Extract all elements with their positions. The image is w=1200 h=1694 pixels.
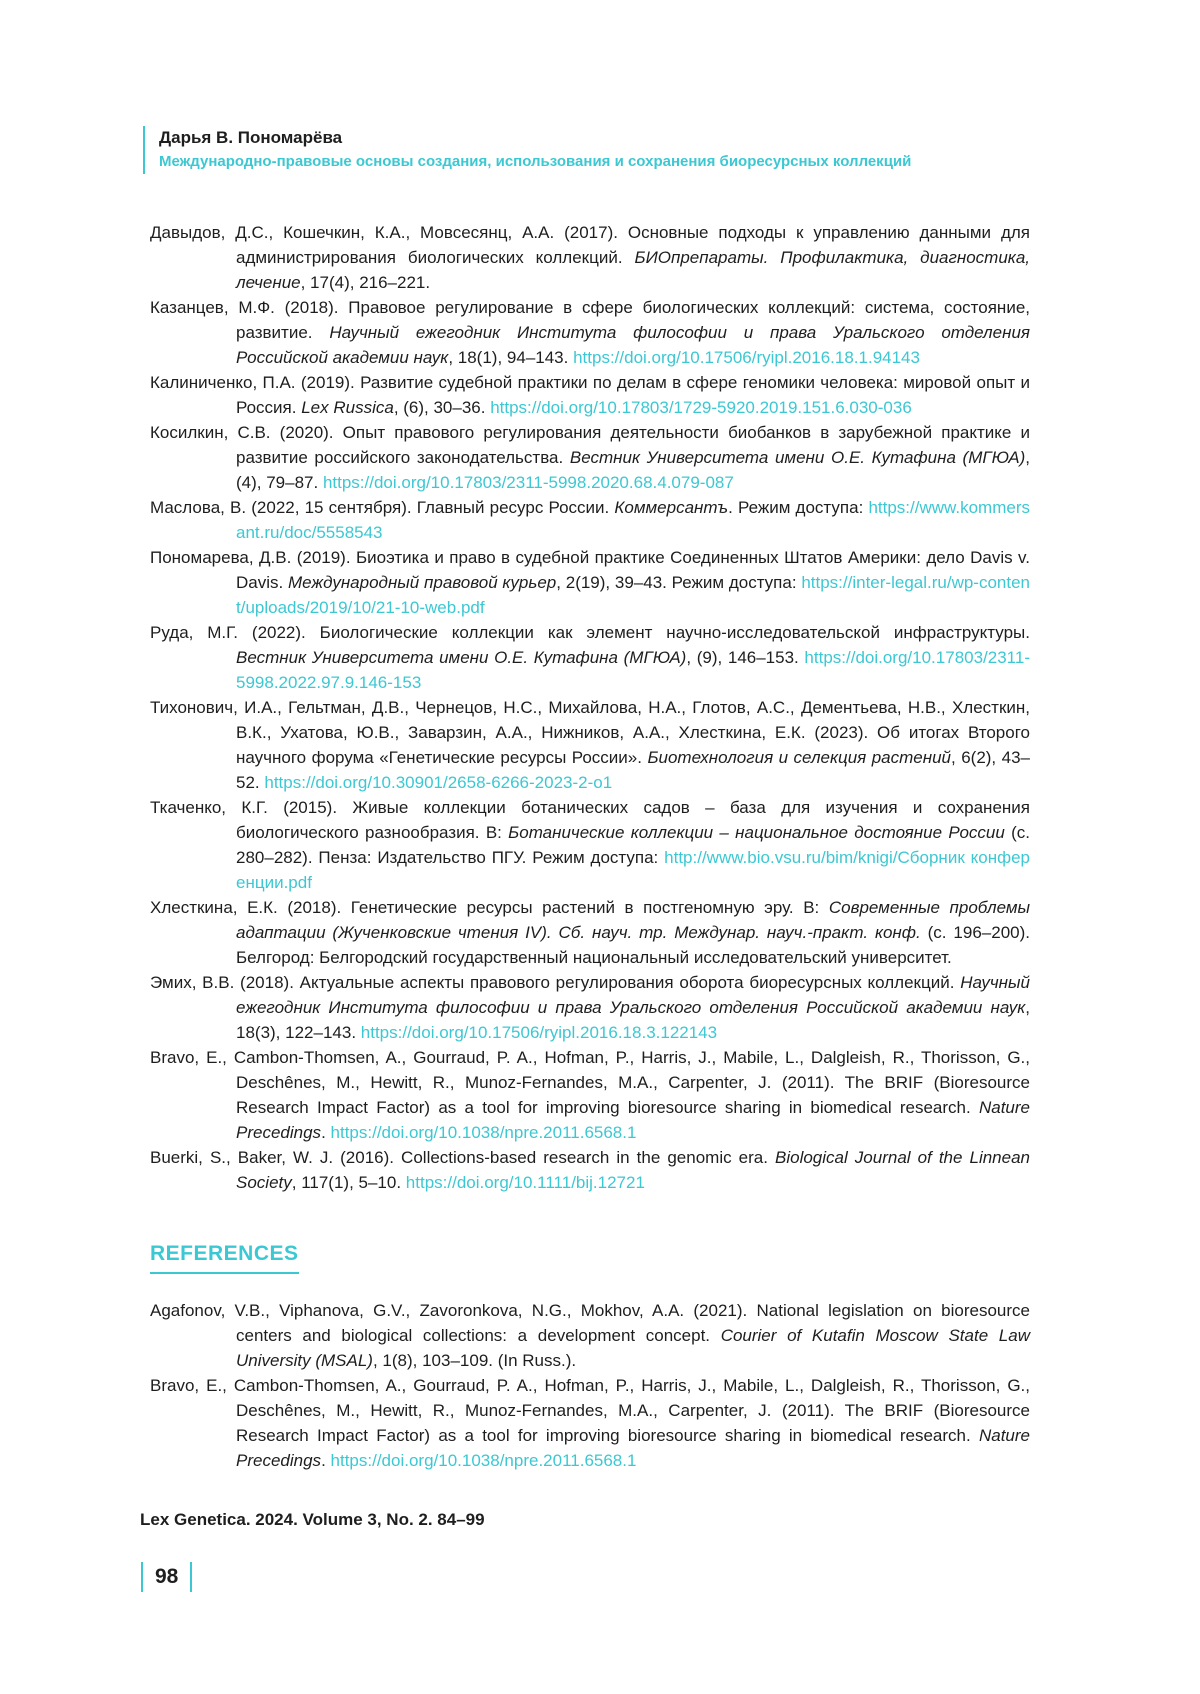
doi-link[interactable]: https://doi.org/10.1038/npre.2011.6568.1	[330, 1123, 637, 1142]
reference-list-ru	[150, 220, 1030, 1195]
page-number: 98	[141, 1562, 192, 1592]
running-header	[143, 126, 1059, 174]
reference-item: Bravo, E., Cambon-Thomsen, A., Gourraud, P. A., Hofman, P., Harris, J., Mabile, L., Dalgleish, R., Thorisson, G., Deschênes, M., Hewitt, R., Munoz-Fernandes, M.A., Carpenter, J. (2011). The BRIF (Bioresource Research Impact Factor) as a tool for improving bioresource sharing in biomedical research. Nature Precedings. https://doi.org/10.1038/npre.2011.6568.1	[150, 1048, 1030, 1142]
reference-item: Косилкин, С.В. (2020). Опыт правового регулирования деятельности биобанков в зарубежной практике и развитие российского законодательства. Вестник Университета имени О.Е. Кутафина (МГЮА), (4), 79–87. https://doi.org/10.17803/2311-5998.2020.68.4.079-087	[150, 423, 1030, 492]
doi-link[interactable]: https://doi.org/10.17803/2311-5998.2020.68.4.079-087	[322, 473, 734, 492]
reference-item: Agafonov, V.B., Viphanova, G.V., Zavoronkova, N.G., Mokhov, A.A. (2021). National legislation on bioresource centers and biological collections: a development concept. Courier of Kutafin Moscow State Law University (MSAL), 1(8), 103–109. (In Russ.).	[150, 1301, 1030, 1370]
reference-item: Эмих, В.В. (2018). Актуальные аспекты правового регулирования оборота биоресурсных коллекций. Научный ежегодник Института философии и права Уральского отделения Российской академии наук, 18(3), 122–143. https://doi.org/10.17506/ryipl.2016.18.3.122143	[150, 973, 1030, 1042]
reference-item: Давыдов, Д.С., Кошечкин, К.А., Мовсесянц, А.А. (2017). Основные подходы к управлению данными для администрирования биологических коллекций. БИОпрепараты. Профилактика, диагностика, лечение, 17(4), 216–221.	[150, 223, 1031, 292]
author-name: Дарья В. Пономарёва	[159, 128, 343, 147]
reference-item: Калиниченко, П.А. (2019). Развитие судебной практики по делам в сфере геномики человека: мировой опыт и Россия. Lex Russica, (6), 30–36. https://doi.org/10.17803/1729-5920.2019.151.6.030-036	[150, 373, 1030, 417]
references-heading: REFERENCES	[150, 1240, 299, 1274]
reference-item: Хлесткина, Е.К. (2018). Генетические ресурсы растений в постгеномную эру. В: Современные проблемы адаптации (Жученковские чтения IV). Сб. науч. тр. Междунар. науч.-практ. конф. (с. 196–200). Белгород: Белгородский государственный национальный исследовательский университет.	[150, 898, 1030, 967]
reference-item: Тихонович, И.А., Гельтман, Д.В., Чернецов, Н.С., Михайлова, Н.А., Глотов, А.С., Дементьева, Н.В., Хлесткин, В.К., Ухатова, Ю.В., Заварзин, А.А., Нижников, А.А., Хлесткина, Е.К. (2023). Об итогах Второго научного форума «Генетические ресурсы России». Биотехнология и селекция растений, 6(2), 43–52. https://doi.org/10.30901/2658-6266-2023-2-o1	[150, 698, 1030, 792]
reference-item: Маслова, В. (2022, 15 сентября). Главный ресурс России. Коммерсантъ. Режим доступа: https://www.kommersant.ru/doc/5558543	[150, 498, 1030, 542]
url-link[interactable]: https://www.kommersant.ru/doc/5558543	[236, 498, 1030, 542]
reference-item: Руда, М.Г. (2022). Биологические коллекции как элемент научно-исследовательской инфраструктуры. Вестник Университета имени О.Е. Кутафина (МГЮА), (9), 146–153. https://doi.org/10.17803/2311-5998.2022.97.9.146-153	[150, 623, 1030, 692]
doi-link[interactable]: https://doi.org/10.30901/2658-6266-2023-2-o1	[264, 773, 613, 792]
doi-link[interactable]: https://doi.org/10.1038/npre.2011.6568.1	[330, 1451, 637, 1470]
doi-link[interactable]: https://doi.org/10.17803/1729-5920.2019.151.6.030-036	[490, 398, 912, 417]
article-title: Международно-правовые основы создания, использования и сохранения биоресурсных коллекций	[159, 153, 912, 170]
reference-item: Bravo, E., Cambon-Thomsen, A., Gourraud, P. A., Hofman, P., Harris, J., Mabile, L., Dalgleish, R., Thorisson, G., Deschênes, M., Hewitt, R., Munoz-Fernandes, M.A., Carpenter, J. (2011). The BRIF (Bioresource Research Impact Factor) as a tool for improving bioresource sharing in biomedical research. Nature Precedings. https://doi.org/10.1038/npre.2011.6568.1	[150, 1376, 1030, 1470]
doi-link[interactable]: https://doi.org/10.17803/2311-5998.2022.97.9.146-153	[236, 648, 1030, 692]
reference-item: Buerki, S., Baker, W. J. (2016). Collections-based research in the genomic era. Biological Journal of the Linnean Society, 117(1), 5–10. https://doi.org/10.1111/bij.12721	[150, 1148, 1031, 1192]
url-link[interactable]: http://www.bio.vsu.ru/bim/knigi/Сборник конференции.pdf	[236, 848, 1030, 892]
url-link[interactable]: https://inter-legal.ru/wp-content/uploads/2019/10/21-10-web.pdf	[236, 573, 1030, 617]
doi-link[interactable]: https://doi.org/10.17506/ryipl.2016.18.1.94143	[573, 348, 920, 367]
reference-item: Казанцев, М.Ф. (2018). Правовое регулирование в сфере биологических коллекций: система, состояние, развитие. Научный ежегодник Института философии и права Уральского отделения Российской академии наук, 18(1), 94–143. https://doi.org/10.17506/ryipl.2016.18.1.94143	[150, 298, 1030, 367]
reference-item: Ткаченко, К.Г. (2015). Живые коллекции ботанических садов – база для изучения и сохранения биологического разнообразия. В: Ботанические коллекции – национальное достояние России (с. 280–282). Пенза: Издательство ПГУ. Режим доступа: http://www.bio.vsu.ru/bim/knigi/Сборник конференции.pdf	[150, 798, 1031, 892]
reference-list-en	[150, 1298, 1030, 1473]
doi-link[interactable]: https://doi.org/10.17506/ryipl.2016.18.3.122143	[360, 1023, 718, 1042]
doi-link[interactable]: https://doi.org/10.1111/bij.12721	[405, 1173, 645, 1192]
reference-item: Пономарева, Д.В. (2019). Биоэтика и право в судебной практике Соединенных Штатов Америки: дело Davis v. Davis. Международный правовой курьер, 2(19), 39–43. Режим доступа: https://inter-legal.ru/wp-content/uploads/2019/10/21-10-web.pdf	[150, 548, 1030, 617]
journal-citation: Lex Genetica. 2024. Volume 3, No. 2. 84–99	[140, 1510, 485, 1529]
